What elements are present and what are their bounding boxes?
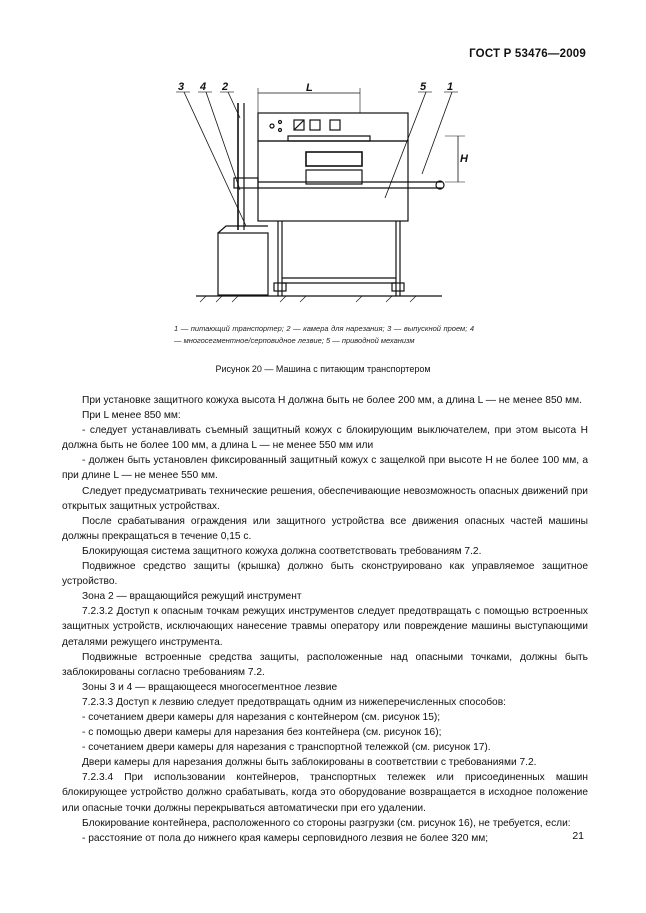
paragraph: 7.2.3.4 При использовании контейнеров, транспортных тележек или присоединенных машин блокирующее устройство должно срабатывать, когда это оборудование возвращается в исходное положение или опасные точки должны перекрываться автоматически при его удалении. [62,772,588,814]
paragraph: Двери камеры для нарезания должны быть заблокированы в соответствии с требованиями 7.2. [82,757,537,769]
paragraph: После срабатывания ограждения или защитного устройства все движения опасных частей машины должны прекращаться в течение 0,15 с. [62,515,588,542]
label-4: 4 [200,81,207,93]
paragraph: - следует устанавливать съемный защитный кожух с блокирующим выключателем, при этом высота H должна быть не более 100 мм, а длина L — не менее 550 мм или [62,425,588,452]
paragraph: - сочетанием двери камеры для нарезания с контейнером (см. рисунок 15); [82,711,441,723]
paragraph: Блокирование контейнера, расположенного со стороны разгрузки (см. рисунок 16), не требуется, если: [82,817,571,829]
paragraph: При L менее 850 мм: [82,410,181,422]
body-text [62,393,588,846]
paragraph: Зона 2 — вращающийся режущий инструмент [82,591,302,603]
label-1: 1 [447,81,454,93]
paragraph: 7.2.3.3 Доступ к лезвию следует предотвращать одним из нижеперечисленных способов: [82,696,506,708]
figure-title: Рисунок 20 — Машина с питающим транспортером [215,364,431,374]
paragraph: Подвижное средство защиты (крышка) должно быть сконструировано как управляемое защитное устройство. [62,561,588,588]
machine-figure [160,78,480,313]
paragraph: Следует предусматривать технические решения, обеспечивающие невозможность опасных движений при открытых защитных устройствах. [62,485,588,512]
dimension-L: L [306,82,313,94]
paragraph: При установке защитного кожуха высота H должна быть не более 200 мм, а длина L — не менее 850 мм. [82,395,582,406]
machine-drawing [160,78,480,313]
paragraph: Блокирующая система защитного кожуха должна соответствовать требованиям 7.2. [82,545,482,557]
label-5: 5 [420,81,427,93]
paragraph: - должен быть установлен фиксированный защитный кожух с защелкой при высоте H не более 100 мм, а при длине L — не менее 550 мм. [62,455,588,482]
paragraph: - расстояние от пола до нижнего края камеры серповидного лезвия не более 320 мм; [82,832,489,844]
paragraph: - с помощью двери камеры для нарезания без контейнера (см. рисунок 16); [82,727,442,739]
standard-header: ГОСТ Р 53476—2009 [469,48,586,60]
paragraph: Зоны 3 и 4 — вращающееся многосегментное лезвие [82,681,338,693]
label-2: 2 [222,81,229,93]
paragraph: - сочетанием двери камеры для нарезания с транспортной тележкой (см. рисунок 17). [82,742,491,754]
dimension-H: H [460,153,468,165]
paragraph: Подвижные встроенные средства защиты, расположенные над опасными точками, должны быть заблокированы согласно требованиям 7.2. [62,651,588,678]
page-number: 21 [572,830,584,842]
label-3: 3 [178,81,185,93]
figure-legend: 1 — питающий транспортер; 2 — камера для нарезания; 3 — выпускной проем; 4 — многосегментное/серповидное лезвие; 5 — приводной механизм [174,324,474,345]
paragraph: 7.2.3.2 Доступ к опасным точкам режущих инструментов следует предотвращать с помощью встроенных защитных устройств, исключающих нанесение травмы оператору или повреждение машины выступающими деталями режущего инструмента. [62,606,588,648]
